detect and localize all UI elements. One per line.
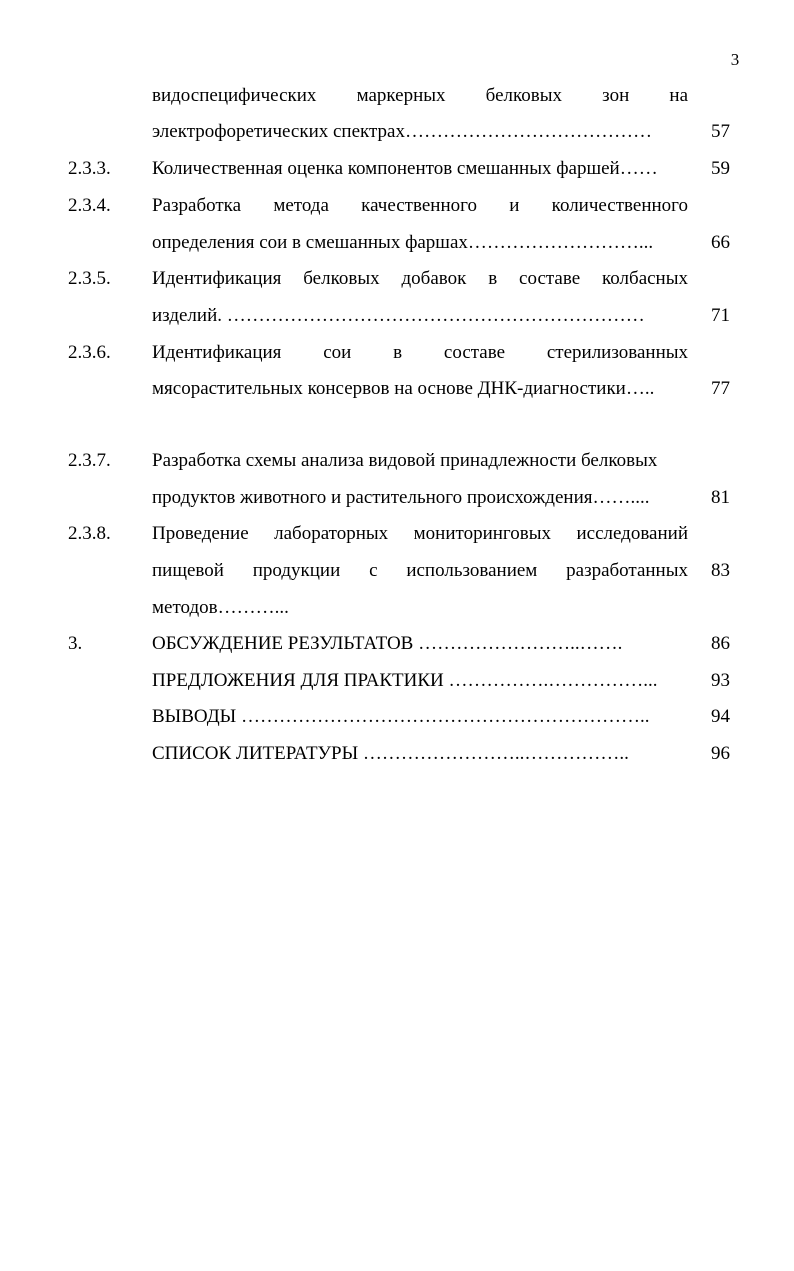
toc-entry-page: 71 bbox=[711, 305, 730, 326]
toc-entry-page: 94 bbox=[711, 706, 730, 727]
toc-entry-line: ОБСУЖДЕНИЕ РЕЗУЛЬТАТОВ ……………………..……. bbox=[152, 633, 623, 654]
toc-entry-line: СПИСОК ЛИТЕРАТУРЫ ……………………..…………….. bbox=[152, 743, 629, 764]
toc-entry-number: 2.3.4. bbox=[68, 195, 111, 216]
toc-entry-line: мясорастительных консервов на основе ДНК-диагностики….. bbox=[152, 378, 655, 399]
toc-entry-line: определения сои в смешанных фаршах………………………... bbox=[152, 232, 654, 253]
toc-entry-page: 86 bbox=[711, 633, 730, 654]
toc-entry-line: изделий. ………………………………………………………… bbox=[152, 305, 645, 326]
toc-entry-line: видоспецифических маркерных белковых зон на bbox=[152, 85, 688, 106]
toc-entry-line: Проведение лабораторных мониторинговых исследований bbox=[152, 523, 688, 544]
toc-entry-number: 2.3.5. bbox=[68, 268, 111, 289]
toc-entry-line: Количественная оценка компонентов смешанных фаршей…… bbox=[152, 158, 658, 179]
toc-entry-line: ВЫВОДЫ ……………………………………………………….. bbox=[152, 706, 650, 727]
toc-entry-line: Разработка схемы анализа видовой принадлежности белковых bbox=[152, 450, 658, 471]
toc-entry-line: Идентификация белковых добавок в составе колбасных bbox=[152, 268, 688, 289]
toc-entry-line: Идентификация сои в составе стерилизованных bbox=[152, 342, 688, 363]
toc-entry-number: 3. bbox=[68, 633, 83, 654]
page-number: 3 bbox=[730, 50, 740, 69]
toc-entry-page: 77 bbox=[711, 378, 730, 399]
toc-entry-line: Разработка метода качественного и количественного bbox=[152, 195, 688, 216]
toc-entry-line: электрофоретических спектрах………………………………… bbox=[152, 121, 652, 142]
toc-entry-page: 57 bbox=[711, 121, 730, 142]
toc-entry-page: 59 bbox=[711, 158, 730, 179]
toc-entry-page: 96 bbox=[711, 743, 730, 764]
toc-entry-number: 2.3.6. bbox=[68, 342, 111, 363]
toc-entry-page: 81 bbox=[711, 487, 730, 508]
toc-entry-line: методов………... bbox=[152, 597, 289, 618]
toc-entry-page: 66 bbox=[711, 232, 730, 253]
toc-entry-number: 2.3.7. bbox=[68, 450, 111, 471]
toc-entry-page: 83 bbox=[711, 560, 730, 581]
toc-entry-line: пищевой продукции с использованием разработанных bbox=[152, 560, 688, 581]
toc-entry-page: 93 bbox=[711, 670, 730, 691]
toc-entry-line: ПРЕДЛОЖЕНИЯ ДЛЯ ПРАКТИКИ …………….……………... bbox=[152, 670, 658, 691]
toc-entry-number: 2.3.8. bbox=[68, 523, 111, 544]
toc-entry-number: 2.3.3. bbox=[68, 158, 111, 179]
toc-entry-line: продуктов животного и растительного происхождения…….... bbox=[152, 487, 650, 508]
